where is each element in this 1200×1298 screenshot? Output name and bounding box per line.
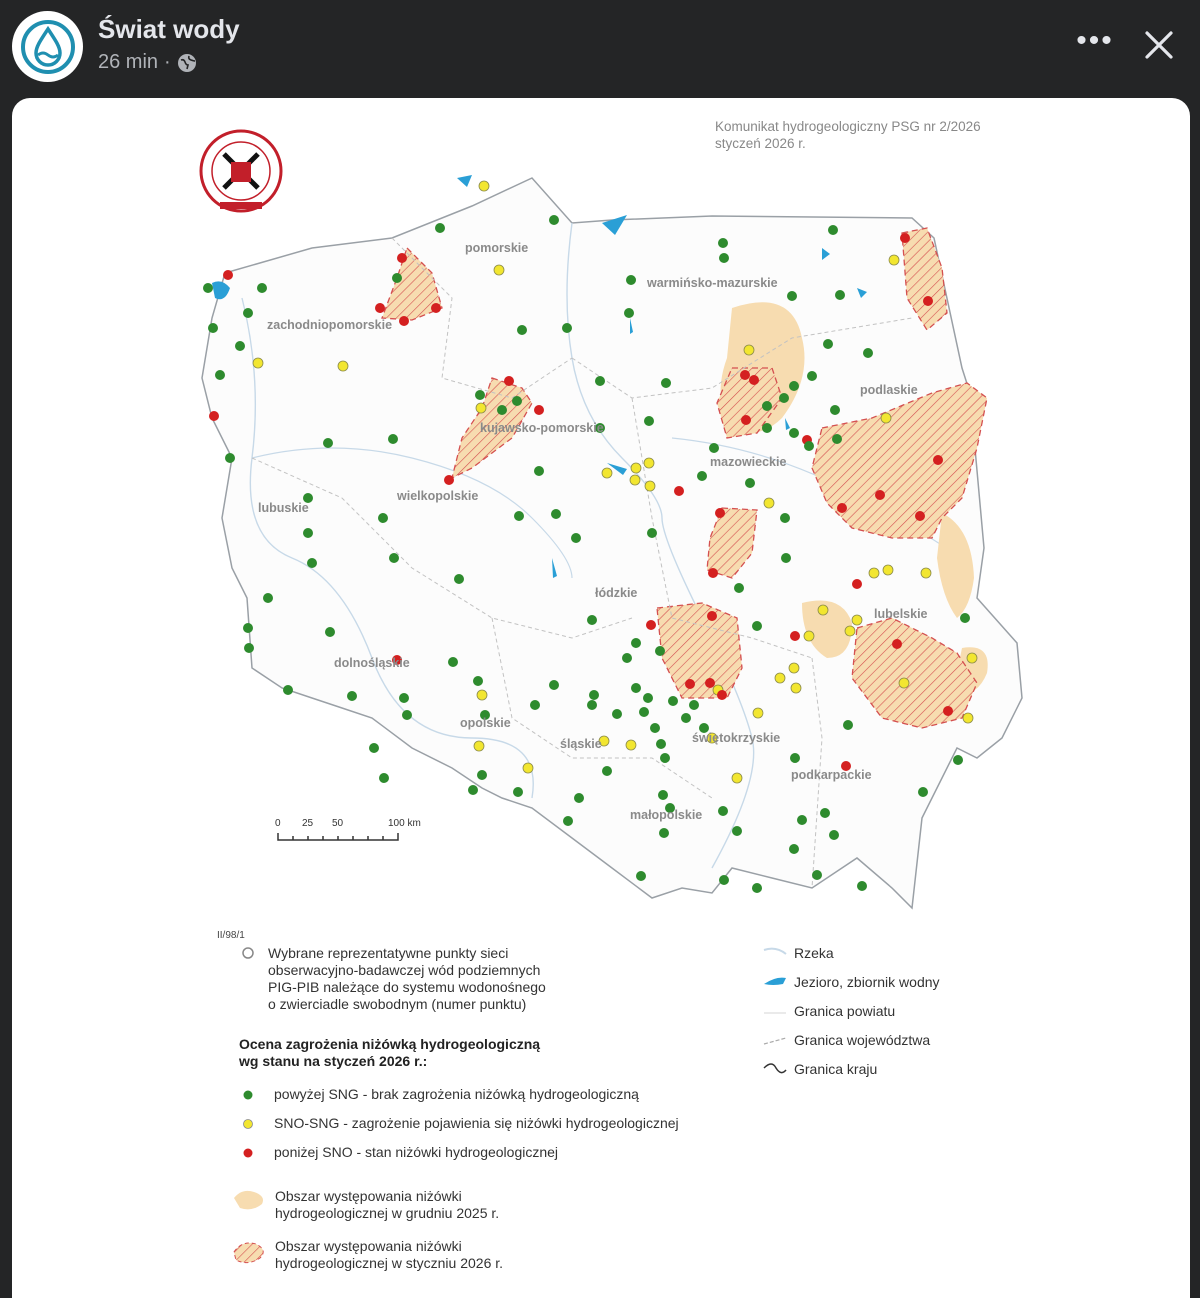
monitoring-point-yellow bbox=[338, 361, 348, 371]
voivodeship-label: lubuskie bbox=[258, 501, 309, 515]
monitoring-point-red bbox=[504, 376, 514, 386]
monitoring-point-yellow bbox=[921, 568, 931, 578]
legend-red-dot bbox=[244, 1149, 253, 1158]
monitoring-point-yellow bbox=[494, 265, 504, 275]
monitoring-point-green bbox=[389, 553, 399, 563]
monitoring-point-red bbox=[431, 303, 441, 313]
monitoring-point-yellow bbox=[479, 181, 489, 191]
monitoring-point-green bbox=[307, 558, 317, 568]
monitoring-point-green bbox=[650, 723, 660, 733]
legend-dec-line: Obszar występowania niżówki bbox=[275, 1188, 462, 1204]
legend-desc-line: Wybrane reprezentatywne punkty sieci bbox=[268, 945, 509, 961]
monitoring-point-green bbox=[660, 753, 670, 763]
monitoring-point-green bbox=[804, 441, 814, 451]
monitoring-point-green bbox=[745, 478, 755, 488]
voivodeship-label: lubelskie bbox=[874, 607, 928, 621]
monitoring-point-red bbox=[685, 679, 695, 689]
post-header bbox=[0, 0, 1200, 98]
monitoring-point-green bbox=[477, 770, 487, 780]
monitoring-point-green bbox=[595, 376, 605, 386]
monitoring-point-yellow bbox=[883, 565, 893, 575]
page-avatar[interactable] bbox=[12, 11, 83, 82]
legend-desc-line: o zwierciadle swobodnym (numer punktu) bbox=[268, 996, 527, 1012]
monitoring-point-red bbox=[715, 508, 725, 518]
monitoring-point-green bbox=[807, 371, 817, 381]
monitoring-point-yellow bbox=[630, 475, 640, 485]
monitoring-point-green bbox=[752, 883, 762, 893]
monitoring-point-green bbox=[789, 428, 799, 438]
monitoring-point-green bbox=[718, 238, 728, 248]
monitoring-point-red bbox=[444, 475, 454, 485]
monitoring-point-green bbox=[636, 871, 646, 881]
page-name[interactable]: Świat wody bbox=[98, 14, 240, 44]
monitoring-point-green bbox=[244, 643, 254, 653]
monitoring-point-green bbox=[574, 793, 584, 803]
legend-yellow-dot bbox=[244, 1120, 253, 1129]
monitoring-point-red bbox=[674, 486, 684, 496]
globe-icon bbox=[177, 53, 197, 73]
monitoring-point-green bbox=[719, 253, 729, 263]
monitoring-point-green bbox=[732, 826, 742, 836]
monitoring-point-green bbox=[563, 816, 573, 826]
monitoring-point-red bbox=[717, 690, 727, 700]
monitoring-point-red bbox=[534, 405, 544, 415]
scale-tick-100: 100 km bbox=[388, 818, 421, 829]
legend-river-line bbox=[764, 949, 786, 954]
legend-jan-line: Obszar występowania niżówki bbox=[275, 1238, 462, 1254]
monitoring-point-green bbox=[626, 275, 636, 285]
monitoring-point-green bbox=[514, 511, 524, 521]
monitoring-point-green bbox=[243, 623, 253, 633]
legend-desc-line: PIG-PIB należące do systemu wodonośnego bbox=[268, 979, 546, 995]
monitoring-point-green bbox=[517, 325, 527, 335]
monitoring-point-red bbox=[397, 253, 407, 263]
monitoring-point-green bbox=[571, 533, 581, 543]
monitoring-point-green bbox=[697, 471, 707, 481]
legend-country-label: Granica kraju bbox=[794, 1061, 878, 1077]
monitoring-point-yellow bbox=[818, 605, 828, 615]
legend-point-symbol bbox=[243, 948, 253, 958]
legend-desc-line: obserwacyjno-badawczej wód podziemnych bbox=[268, 962, 541, 978]
monitoring-point-green bbox=[752, 621, 762, 631]
monitoring-point-yellow bbox=[753, 708, 763, 718]
monitoring-point-green bbox=[530, 700, 540, 710]
monitoring-point-red bbox=[741, 415, 751, 425]
monitoring-point-yellow bbox=[626, 740, 636, 750]
monitoring-point-green bbox=[323, 438, 333, 448]
monitoring-point-green bbox=[263, 593, 273, 603]
legend-january-label bbox=[275, 1238, 503, 1272]
monitoring-point-green bbox=[512, 396, 522, 406]
monitoring-point-red bbox=[646, 620, 656, 630]
monitoring-point-green bbox=[551, 509, 561, 519]
voivodeship-label: mazowieckie bbox=[710, 455, 787, 469]
legend-county-label: Granica powiatu bbox=[794, 1003, 896, 1019]
monitoring-point-green bbox=[719, 875, 729, 885]
monitoring-point-green bbox=[779, 393, 789, 403]
legend-lake-shape bbox=[764, 978, 786, 985]
voivodeship-label: pomorskie bbox=[465, 241, 529, 255]
institute-seal-icon bbox=[201, 131, 281, 211]
legend-yellow-label: SNO-SNG - zagrożenie pojawienia się niżówki hydrogeologicznej bbox=[274, 1115, 679, 1131]
monitoring-point-green bbox=[549, 215, 559, 225]
monitoring-point-red bbox=[923, 296, 933, 306]
monitoring-point-yellow bbox=[732, 773, 742, 783]
legend-red-label: poniżej SNO - stan niżówki hydrogeologicznej bbox=[274, 1144, 559, 1160]
monitoring-point-yellow bbox=[889, 255, 899, 265]
legend-title-line: wg stanu na styczeń 2026 r.: bbox=[239, 1053, 428, 1069]
voivodeship-label: świętokrzyskie bbox=[692, 731, 781, 745]
monitoring-point-green bbox=[762, 401, 772, 411]
monitoring-point-green bbox=[392, 273, 402, 283]
legend-point-description bbox=[268, 945, 546, 1013]
scale-tick-0: 0 bbox=[275, 818, 281, 829]
monitoring-point-red bbox=[209, 411, 219, 421]
monitoring-point-yellow bbox=[645, 481, 655, 491]
monitoring-point-green bbox=[208, 323, 218, 333]
monitoring-point-green bbox=[399, 693, 409, 703]
legend-assessment-title bbox=[239, 1036, 540, 1070]
monitoring-point-green bbox=[681, 713, 691, 723]
monitoring-point-green bbox=[513, 787, 523, 797]
monitoring-point-green bbox=[257, 283, 267, 293]
monitoring-point-green bbox=[388, 434, 398, 444]
monitoring-point-red bbox=[943, 706, 953, 716]
monitoring-point-yellow bbox=[881, 413, 891, 423]
monitoring-point-green bbox=[829, 830, 839, 840]
monitoring-point-green bbox=[624, 308, 634, 318]
monitoring-point-green bbox=[631, 683, 641, 693]
monitoring-point-red bbox=[915, 511, 925, 521]
legend-january-area bbox=[234, 1243, 263, 1263]
close-icon bbox=[1136, 22, 1182, 68]
monitoring-point-yellow bbox=[476, 403, 486, 413]
monitoring-point-green bbox=[612, 709, 622, 719]
monitoring-point-red bbox=[837, 503, 847, 513]
monitoring-point-yellow bbox=[775, 673, 785, 683]
voivodeship-label: podlaskie bbox=[860, 383, 918, 397]
monitoring-point-green bbox=[644, 416, 654, 426]
monitoring-point-green bbox=[378, 513, 388, 523]
close-button[interactable] bbox=[1136, 22, 1182, 68]
monitoring-point-yellow bbox=[474, 741, 484, 751]
voivodeship-label: małopolskie bbox=[630, 808, 703, 822]
monitoring-point-green bbox=[762, 423, 772, 433]
monitoring-point-green bbox=[835, 290, 845, 300]
monitoring-point-green bbox=[473, 676, 483, 686]
voivodeship-label: opolskie bbox=[460, 716, 511, 730]
monitoring-point-yellow bbox=[963, 713, 973, 723]
monitoring-point-green bbox=[468, 785, 478, 795]
monitoring-point-red bbox=[892, 639, 902, 649]
monitoring-point-red bbox=[875, 490, 885, 500]
legend-voiv-label: Granica województwa bbox=[794, 1032, 931, 1048]
communique-title bbox=[715, 118, 981, 152]
monitoring-point-yellow bbox=[631, 463, 641, 473]
meta-separator: · bbox=[164, 51, 171, 73]
legend-point-code: II/98/1 bbox=[217, 930, 245, 941]
monitoring-point-red bbox=[933, 455, 943, 465]
monitoring-point-red bbox=[749, 375, 759, 385]
monitoring-point-yellow bbox=[744, 345, 754, 355]
monitoring-point-green bbox=[832, 434, 842, 444]
voivodeship-label: dolnośląskie bbox=[334, 656, 410, 670]
monitoring-point-green bbox=[823, 339, 833, 349]
monitoring-point-yellow bbox=[804, 631, 814, 641]
monitoring-point-red bbox=[740, 370, 750, 380]
monitoring-point-green bbox=[549, 680, 559, 690]
monitoring-point-green bbox=[820, 808, 830, 818]
legend-voiv-border bbox=[764, 1038, 786, 1044]
monitoring-point-yellow bbox=[967, 653, 977, 663]
monitoring-point-green bbox=[631, 638, 641, 648]
monitoring-point-yellow bbox=[477, 690, 487, 700]
voivodeship-label: podkarpackie bbox=[791, 768, 872, 782]
monitoring-point-yellow bbox=[602, 468, 612, 478]
monitoring-point-green bbox=[960, 613, 970, 623]
monitoring-point-green bbox=[843, 720, 853, 730]
monitoring-point-green bbox=[668, 696, 678, 706]
monitoring-point-green bbox=[602, 766, 612, 776]
monitoring-point-green bbox=[379, 773, 389, 783]
monitoring-point-green bbox=[203, 283, 213, 293]
monitoring-point-green bbox=[639, 707, 649, 717]
monitoring-point-green bbox=[863, 348, 873, 358]
monitoring-point-green bbox=[789, 844, 799, 854]
monitoring-point-green bbox=[325, 627, 335, 637]
legend-dec-line: hydrogeologicznej w grudniu 2025 r. bbox=[275, 1205, 500, 1221]
monitoring-point-green bbox=[781, 553, 791, 563]
monitoring-point-green bbox=[215, 370, 225, 380]
legend-december-label bbox=[275, 1188, 499, 1222]
monitoring-point-green bbox=[953, 755, 963, 765]
legend-river-label: Rzeka bbox=[794, 945, 834, 961]
monitoring-point-green bbox=[661, 378, 671, 388]
voivodeship-label: śląskie bbox=[560, 737, 602, 751]
voivodeship-label: warmińsko-mazurskie bbox=[647, 276, 778, 290]
monitoring-point-yellow bbox=[253, 358, 263, 368]
monitoring-point-yellow bbox=[869, 568, 879, 578]
monitoring-point-green bbox=[857, 881, 867, 891]
monitoring-point-green bbox=[589, 690, 599, 700]
monitoring-point-green bbox=[828, 225, 838, 235]
monitoring-point-green bbox=[718, 806, 728, 816]
scale-tick-25: 25 bbox=[302, 818, 314, 829]
monitoring-point-green bbox=[658, 790, 668, 800]
monitoring-point-green bbox=[534, 466, 544, 476]
monitoring-point-green bbox=[243, 308, 253, 318]
monitoring-point-red bbox=[707, 611, 717, 621]
voivodeship-label: łódzkie bbox=[595, 586, 638, 600]
monitoring-point-green bbox=[709, 443, 719, 453]
voivodeship-label: zachodniopomorskie bbox=[267, 318, 393, 332]
legend-title-line: Ocena zagrożenia niżówką hydrogeologiczną bbox=[239, 1036, 541, 1052]
monitoring-point-green bbox=[435, 223, 445, 233]
post-time[interactable]: 26 min bbox=[98, 51, 159, 73]
monitoring-point-green bbox=[734, 583, 744, 593]
monitoring-point-green bbox=[454, 574, 464, 584]
monitoring-point-green bbox=[830, 405, 840, 415]
monitoring-point-red bbox=[223, 270, 233, 280]
monitoring-point-green bbox=[622, 653, 632, 663]
post-meta bbox=[98, 51, 197, 74]
legend-country-border bbox=[764, 1064, 786, 1073]
monitoring-point-yellow bbox=[789, 663, 799, 673]
monitoring-point-green bbox=[797, 815, 807, 825]
monitoring-point-red bbox=[790, 631, 800, 641]
monitoring-point-red bbox=[399, 316, 409, 326]
monitoring-point-green bbox=[448, 657, 458, 667]
voivodeship-label: kujawsko-pomorskie bbox=[480, 421, 604, 435]
legend-green-label: powyżej SNG - brak zagrożenia niżówką hydrogeologiczną bbox=[274, 1086, 639, 1102]
monitoring-point-green bbox=[689, 700, 699, 710]
monitoring-point-red bbox=[705, 678, 715, 688]
monitoring-point-yellow bbox=[899, 678, 909, 688]
monitoring-point-green bbox=[235, 341, 245, 351]
monitoring-point-red bbox=[852, 579, 862, 589]
monitoring-point-green bbox=[787, 291, 797, 301]
scale-tick-50: 50 bbox=[332, 818, 344, 829]
monitoring-point-green bbox=[780, 513, 790, 523]
monitoring-point-yellow bbox=[523, 763, 533, 773]
monitoring-point-green bbox=[497, 405, 507, 415]
communique-line-2: styczeń 2026 r. bbox=[715, 136, 806, 151]
monitoring-point-yellow bbox=[852, 615, 862, 625]
more-options-button[interactable]: ••• bbox=[1076, 24, 1114, 57]
monitoring-point-green bbox=[283, 685, 293, 695]
legend-lake-label: Jezioro, zbiornik wodny bbox=[794, 974, 940, 990]
legend-december-area bbox=[234, 1191, 263, 1209]
monitoring-point-yellow bbox=[845, 626, 855, 636]
monitoring-point-green bbox=[812, 870, 822, 880]
monitoring-point-green bbox=[369, 743, 379, 753]
monitoring-point-yellow bbox=[644, 458, 654, 468]
monitoring-point-green bbox=[790, 753, 800, 763]
monitoring-point-yellow bbox=[791, 683, 801, 693]
monitoring-point-green bbox=[562, 323, 572, 333]
post-image-card[interactable] bbox=[12, 98, 1190, 1298]
communique-line-1: Komunikat hydrogeologiczny PSG nr 2/2026 bbox=[715, 119, 981, 134]
monitoring-point-green bbox=[225, 453, 235, 463]
monitoring-point-green bbox=[587, 615, 597, 625]
monitoring-point-red bbox=[375, 303, 385, 313]
scale-bar bbox=[278, 833, 398, 840]
monitoring-point-green bbox=[347, 691, 357, 701]
monitoring-point-green bbox=[303, 528, 313, 538]
voivodeship-label: wielkopolskie bbox=[397, 489, 479, 503]
monitoring-point-green bbox=[402, 710, 412, 720]
monitoring-point-green bbox=[475, 390, 485, 400]
monitoring-point-green bbox=[643, 693, 653, 703]
monitoring-point-yellow bbox=[764, 498, 774, 508]
monitoring-point-green bbox=[656, 739, 666, 749]
legend-green-dot bbox=[244, 1091, 253, 1100]
water-drop-logo-icon bbox=[18, 17, 78, 77]
monitoring-point-red bbox=[708, 568, 718, 578]
monitoring-point-red bbox=[900, 233, 910, 243]
monitoring-point-green bbox=[659, 828, 669, 838]
legend-jan-line: hydrogeologicznej w styczniu 2026 r. bbox=[275, 1255, 504, 1271]
monitoring-point-green bbox=[647, 528, 657, 538]
monitoring-point-green bbox=[918, 787, 928, 797]
monitoring-point-green bbox=[655, 646, 665, 656]
monitoring-point-green bbox=[587, 700, 597, 710]
monitoring-point-green bbox=[789, 381, 799, 391]
poland-outline bbox=[202, 178, 1022, 908]
